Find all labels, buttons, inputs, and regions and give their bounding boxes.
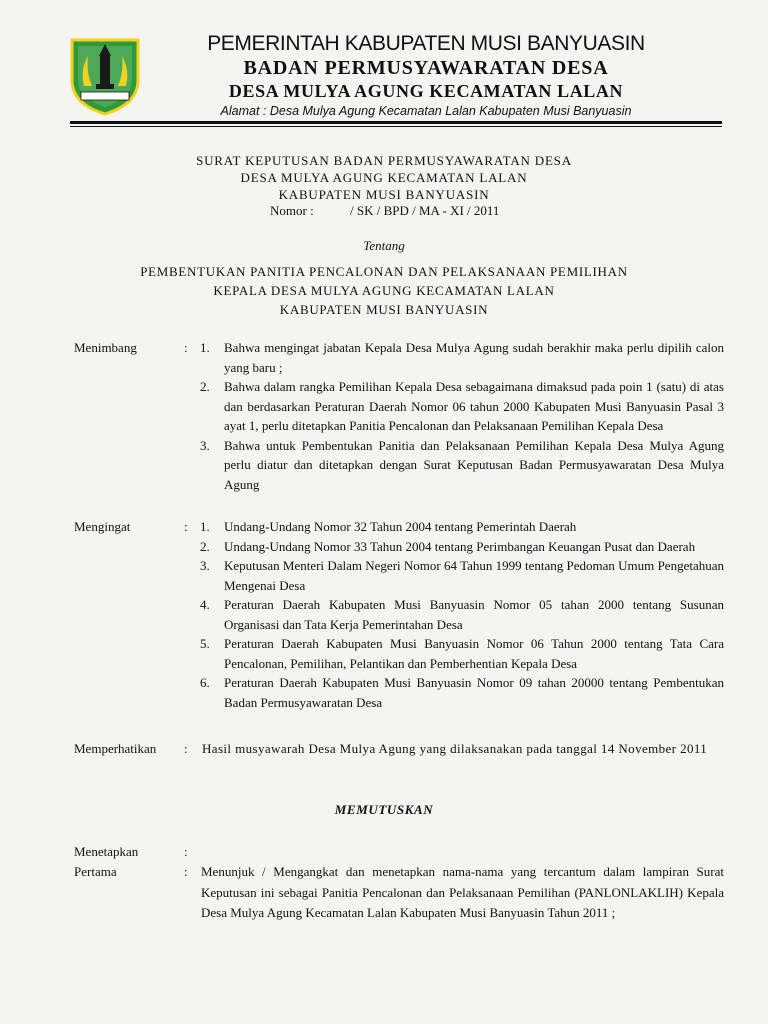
section-colon: : xyxy=(184,864,188,879)
list-number: 1. xyxy=(200,519,210,534)
list-number: 6. xyxy=(200,675,210,690)
list-text: Peraturan Daerah Kabupaten Musi Banyuasin Nomor 09 tahan 20000 tentang Pembentukan Badan Permusyawaratan Desa xyxy=(224,675,724,710)
letterhead-government: PEMERINTAH KABUPATEN MUSI BANYUASIN xyxy=(207,32,645,55)
list-text: Bahwa mengingat jabatan Kepala Desa Mulya Agung sudah berakhir maka perlu dipilih calon yang baru ; xyxy=(224,340,724,375)
decree-title-line1: SURAT KEPUTUSAN BADAN PERMUSYAWARATAN DESA xyxy=(196,153,572,168)
section-pertama xyxy=(74,862,724,924)
list-number: 5. xyxy=(200,636,210,651)
decree-number xyxy=(270,203,499,219)
section-colon: : xyxy=(184,340,188,355)
list-number: 4. xyxy=(200,597,210,612)
section-label: Menetapkan xyxy=(74,844,139,859)
list-text: Bahwa untuk Pembentukan Panitia dan Pelaksanaan Pemilihan Kepala Desa Mulya Agung perlu diatur dan ditetapkan dengan Surat Keputusan Badan Permusyawaratan Desa Mulya Agung xyxy=(224,437,724,492)
list-item xyxy=(200,595,724,634)
list-number: 3. xyxy=(200,558,210,573)
section-colon: : xyxy=(184,519,188,534)
section-colon: : xyxy=(184,844,188,859)
list-text: Peraturan Daerah Kabupaten Musi Banyuasin Nomor 06 Tahun 2000 tentang Tata Cara Pencalonan, Pemilihan, Pelantikan dan Pemberhentian Kepala Desa xyxy=(224,636,724,671)
list-number: 3. xyxy=(200,437,210,453)
decree-subject-line3: KABUPATEN MUSI BANYUASIN xyxy=(279,302,489,317)
decree-number-label: Nomor : xyxy=(270,203,314,218)
section-mengingat xyxy=(74,517,724,712)
list-number: 2. xyxy=(200,538,210,554)
list-item xyxy=(200,556,724,595)
decree-number-value: / SK / BPD / MA - XI / 2011 xyxy=(350,203,500,218)
letterhead-thin-rule xyxy=(70,126,722,127)
list-text: Undang-Undang Nomor 32 Tahun 2004 tentang Pemerintah Daerah xyxy=(224,519,577,534)
section-label: Memperhatikan xyxy=(74,741,157,756)
decree-subject xyxy=(0,262,768,319)
section-menetapkan xyxy=(74,842,724,861)
list-text: Undang-Undang Nomor 33 Tahun 2004 tentang Perimbangan Keuangan Pusat dan Daerah xyxy=(224,538,696,554)
letterhead-village: DESA MULYA AGUNG KECAMATAN LALAN xyxy=(228,81,624,101)
letterhead xyxy=(186,32,666,120)
list-text: Keputusan Menteri Dalam Negeri Nomor 64 Tahun 1999 tentang Pedoman Umum Pengetahuan Mengenai Desa xyxy=(224,558,724,593)
list-item xyxy=(200,634,724,673)
list-item xyxy=(200,673,724,712)
list-item xyxy=(200,338,724,377)
section-label: Pertama xyxy=(74,864,117,879)
regency-emblem-logo xyxy=(66,34,144,116)
list-item xyxy=(200,377,724,436)
list-text: Bahwa dalam rangka Pemilihan Kepala Desa sebagaimana dimaksud pada poin 1 (satu) di atas dan berdasarkan Peraturan Daerah Nomor 06 tahun 2000 Kabupaten Musi Banyuasin Pasal 3 ayat 1, perlu ditetapkan Panitia Pencalonan dan Pelaksanaan Pemilihan Kepala Desa xyxy=(224,379,724,433)
list-number: 2. xyxy=(200,379,210,394)
letterhead-thick-rule xyxy=(70,121,722,124)
section-memperhatikan xyxy=(74,739,724,759)
letterhead-institution: BADAN PERMUSYAWARATAN DESA xyxy=(243,57,609,79)
decree-title-line3: KABUPATEN MUSI BANYUASIN xyxy=(278,187,490,202)
section-colon: : xyxy=(184,741,188,756)
decree-subject-line2: KEPALA DESA MULYA AGUNG KECAMATAN LALAN xyxy=(213,283,555,298)
about-heading: Tentang xyxy=(363,238,405,253)
letterhead-address: Alamat : Desa Mulya Agung Kecamatan Lalan Kabupaten Musi Banyuasin xyxy=(220,104,632,118)
list-item xyxy=(200,517,724,537)
decision-heading: MEMUTUSKAN xyxy=(334,802,434,817)
list-item xyxy=(200,436,724,495)
decree-subject-line1: PEMBENTUKAN PANITIA PENCALONAN DAN PELAKSANAAN PEMILIHAN xyxy=(140,264,628,279)
decree-title-line2: DESA MULYA AGUNG KECAMATAN LALAN xyxy=(240,170,528,185)
section-label: Mengingat xyxy=(74,519,131,534)
section-text: Menunjuk / Mengangkat dan menetapkan nama-nama yang tercantum dalam lampiran Surat Keputusan ini sebagai Panitia Pencalonan dan Pelaksanaan Pemilihan (PANLONLAKLIH) Kepala Desa Mulya Agung Kecamatan Lalan Kabupaten Musi Banyuasin Tahun 2011 ; xyxy=(201,864,724,920)
section-text: Hasil musyawarah Desa Mulya Agung yang dilaksanakan pada tanggal 14 November 2011 xyxy=(202,741,708,756)
list-item xyxy=(200,537,724,557)
list-number: 1. xyxy=(200,340,210,355)
decree-title xyxy=(0,152,768,203)
section-label: Menimbang xyxy=(74,340,137,355)
list-text: Peraturan Daerah Kabupaten Musi Banyuasin Nomor 05 tahan 2000 tentang Susunan Organisasi dan Tata Kerja Pemerintahan Desa xyxy=(224,597,724,632)
section-menimbang xyxy=(74,338,724,494)
